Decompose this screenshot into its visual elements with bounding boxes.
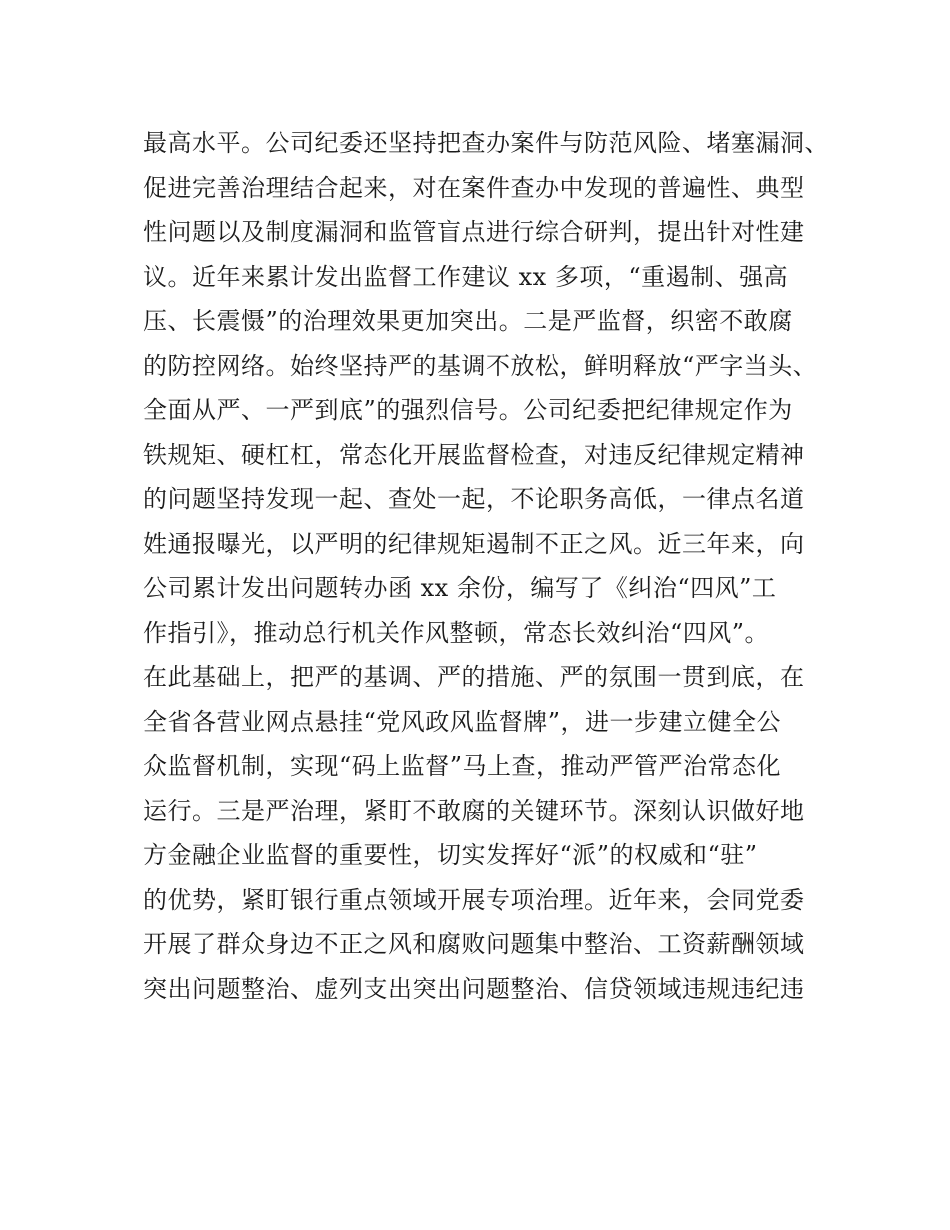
text-line: 最高水平。公司纪委还坚持把查办案件与防范风险、堵塞漏洞、 <box>143 129 829 157</box>
text-line: 公司累计发出问题转办函 xx 余份，编写了《纠治“四风”工 <box>143 574 777 602</box>
text-line: 开展了群众身边不正之风和腐败问题集中整治、工资薪酬领域 <box>143 930 805 958</box>
text-line: 议。近年来累计发出监督工作建议 xx 多项，“重遏制、强高 <box>143 262 789 291</box>
text-line: 的优势，紧盯银行重点领域开展专项治理。近年来，会同党委 <box>143 885 805 914</box>
text-line: 的防控网络。始终坚持严的基调不放松，鲜明释放“严字当头、 <box>143 351 818 380</box>
text-line: 铁规矩、硬杠杠，常态化开展监督检查，对违反纪律规定精神 <box>143 440 805 469</box>
text-line: 姓通报曝光，以严明的纪律规矩遏制不正之风。近三年来，向 <box>143 529 805 558</box>
text-line: 运行。三是严治理，紧盯不敢腐的关键环节。深刻认识做好地 <box>143 796 805 825</box>
text-line: 全省各营业网点悬挂“党风政风监督牌”，进一步建立健全公 <box>143 707 782 736</box>
text-line: 方金融企业监督的重要性，切实发挥好“派”的权威和“驻” <box>143 841 758 869</box>
text-line: 促进完善治理结合起来，对在案件查办中发现的普遍性、典型 <box>143 173 805 202</box>
text-line: 作指引》，推动总行机关作风整顿，常态长效纠治“四风”。 <box>143 618 770 647</box>
text-line: 压、长震慑”的治理效果更加突出。二是严监督，织密不敢腐 <box>143 307 793 335</box>
text-line: 的问题坚持发现一起、查处一起，不论职务高低，一律点名道 <box>143 485 805 513</box>
text-line: 性问题以及制度漏洞和监管盲点进行综合研判，提出针对性建 <box>143 218 805 246</box>
text-line: 全面从严、一严到底”的强烈信号。公司纪委把纪律规定作为 <box>143 396 793 424</box>
text-line: 众监督机制，实现“码上监督”马上查，推动严管严治常态化 <box>143 752 782 780</box>
text-line: 在此基础上，把严的基调、严的措施、严的氛围一贯到底，在 <box>143 663 805 691</box>
body-paragraph <box>143 121 833 1011</box>
text-line: 突出问题整治、虚列支出突出问题整治、信贷领域违规违纪违 <box>143 974 805 1003</box>
